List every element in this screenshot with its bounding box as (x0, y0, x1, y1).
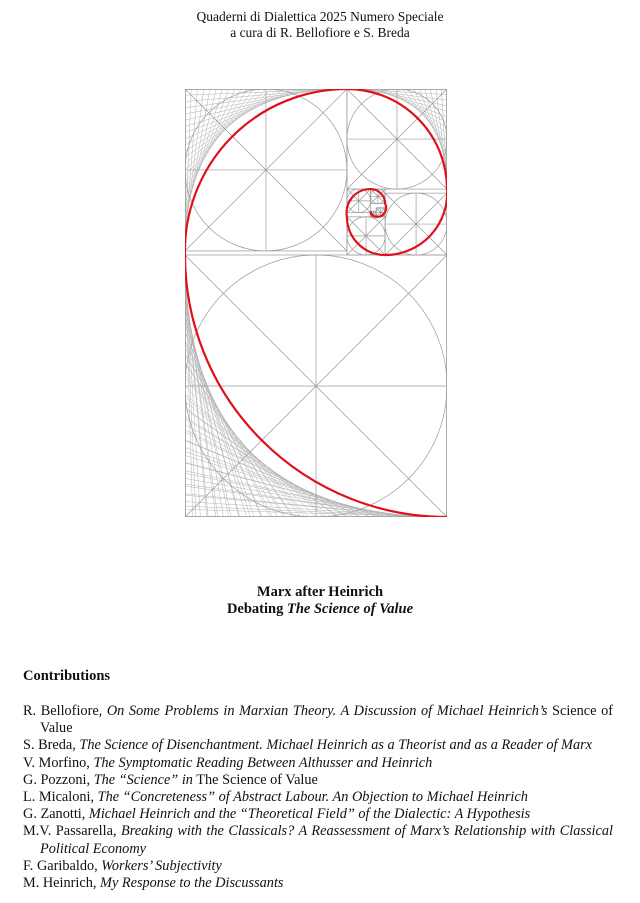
contribution-author: V. Morfino, (23, 754, 94, 771)
contributions-heading: Contributions (23, 668, 111, 684)
contribution-title: Workers’ Subjectivity (101, 857, 222, 874)
contribution-item (23, 789, 613, 806)
contribution-title: The “Science” in (93, 771, 193, 788)
contribution-author: S. Breda, (23, 737, 80, 754)
contribution-title: The “Concreteness” of Abstract Labour. An Objection to Michael Heinrich (97, 789, 528, 806)
contribution-item (23, 823, 613, 857)
book-title: Marx after Heinrich (256, 584, 384, 600)
page-header (0, 9, 640, 41)
contribution-item (23, 806, 613, 823)
editors-line: a cura di R. Bellofiore e S. Breda (230, 25, 410, 40)
contribution-title: On Some Problems in Marxian Theory. A Discussion of Michael Heinrich’s (106, 703, 548, 719)
contribution-suffix: Science of Value (40, 703, 613, 737)
contributions-list (23, 703, 613, 892)
book-title-block (0, 584, 640, 618)
contribution-title: The Science of Disenchantment. Michael Heinrich as a Theorist and as a Reader of Marx (79, 737, 592, 754)
contribution-author: G. Zanotti, (23, 806, 89, 823)
golden-spiral-illustration (185, 89, 447, 517)
contribution-item (23, 858, 613, 875)
contribution-title: The Symptomatic Reading Between Althusser and Heinrich (93, 754, 433, 771)
contribution-item (23, 875, 613, 892)
contribution-item (23, 772, 613, 789)
contribution-title: Breaking with the Classicals? A Reassessment of Marx’s Relationship with Classical Political Economy (40, 823, 613, 857)
contribution-item (23, 755, 613, 772)
contribution-suffix: The Science of Value (192, 771, 318, 788)
contribution-title: Michael Heinrich and the “Theoretical Field” of the Dialectic: A Hypothesis (88, 806, 531, 823)
contribution-author: L. Micaloni, (23, 789, 98, 806)
book-subtitle: Debating The Science of Value (226, 601, 414, 617)
contribution-author: M. Heinrich, (23, 875, 101, 892)
contribution-title: My Response to the Discussants (100, 875, 284, 892)
contribution-author: F. Garibaldo, (23, 857, 102, 874)
contribution-item (23, 737, 613, 754)
journal-line: Quaderni di Dialettica 2025 Numero Speciale (196, 9, 444, 24)
contribution-author: M.V. Passarella, (23, 823, 121, 840)
contribution-author: G. Pozzoni, (23, 771, 94, 788)
contribution-author: R. Bellofiore, (23, 703, 107, 719)
contribution-item (23, 703, 613, 737)
